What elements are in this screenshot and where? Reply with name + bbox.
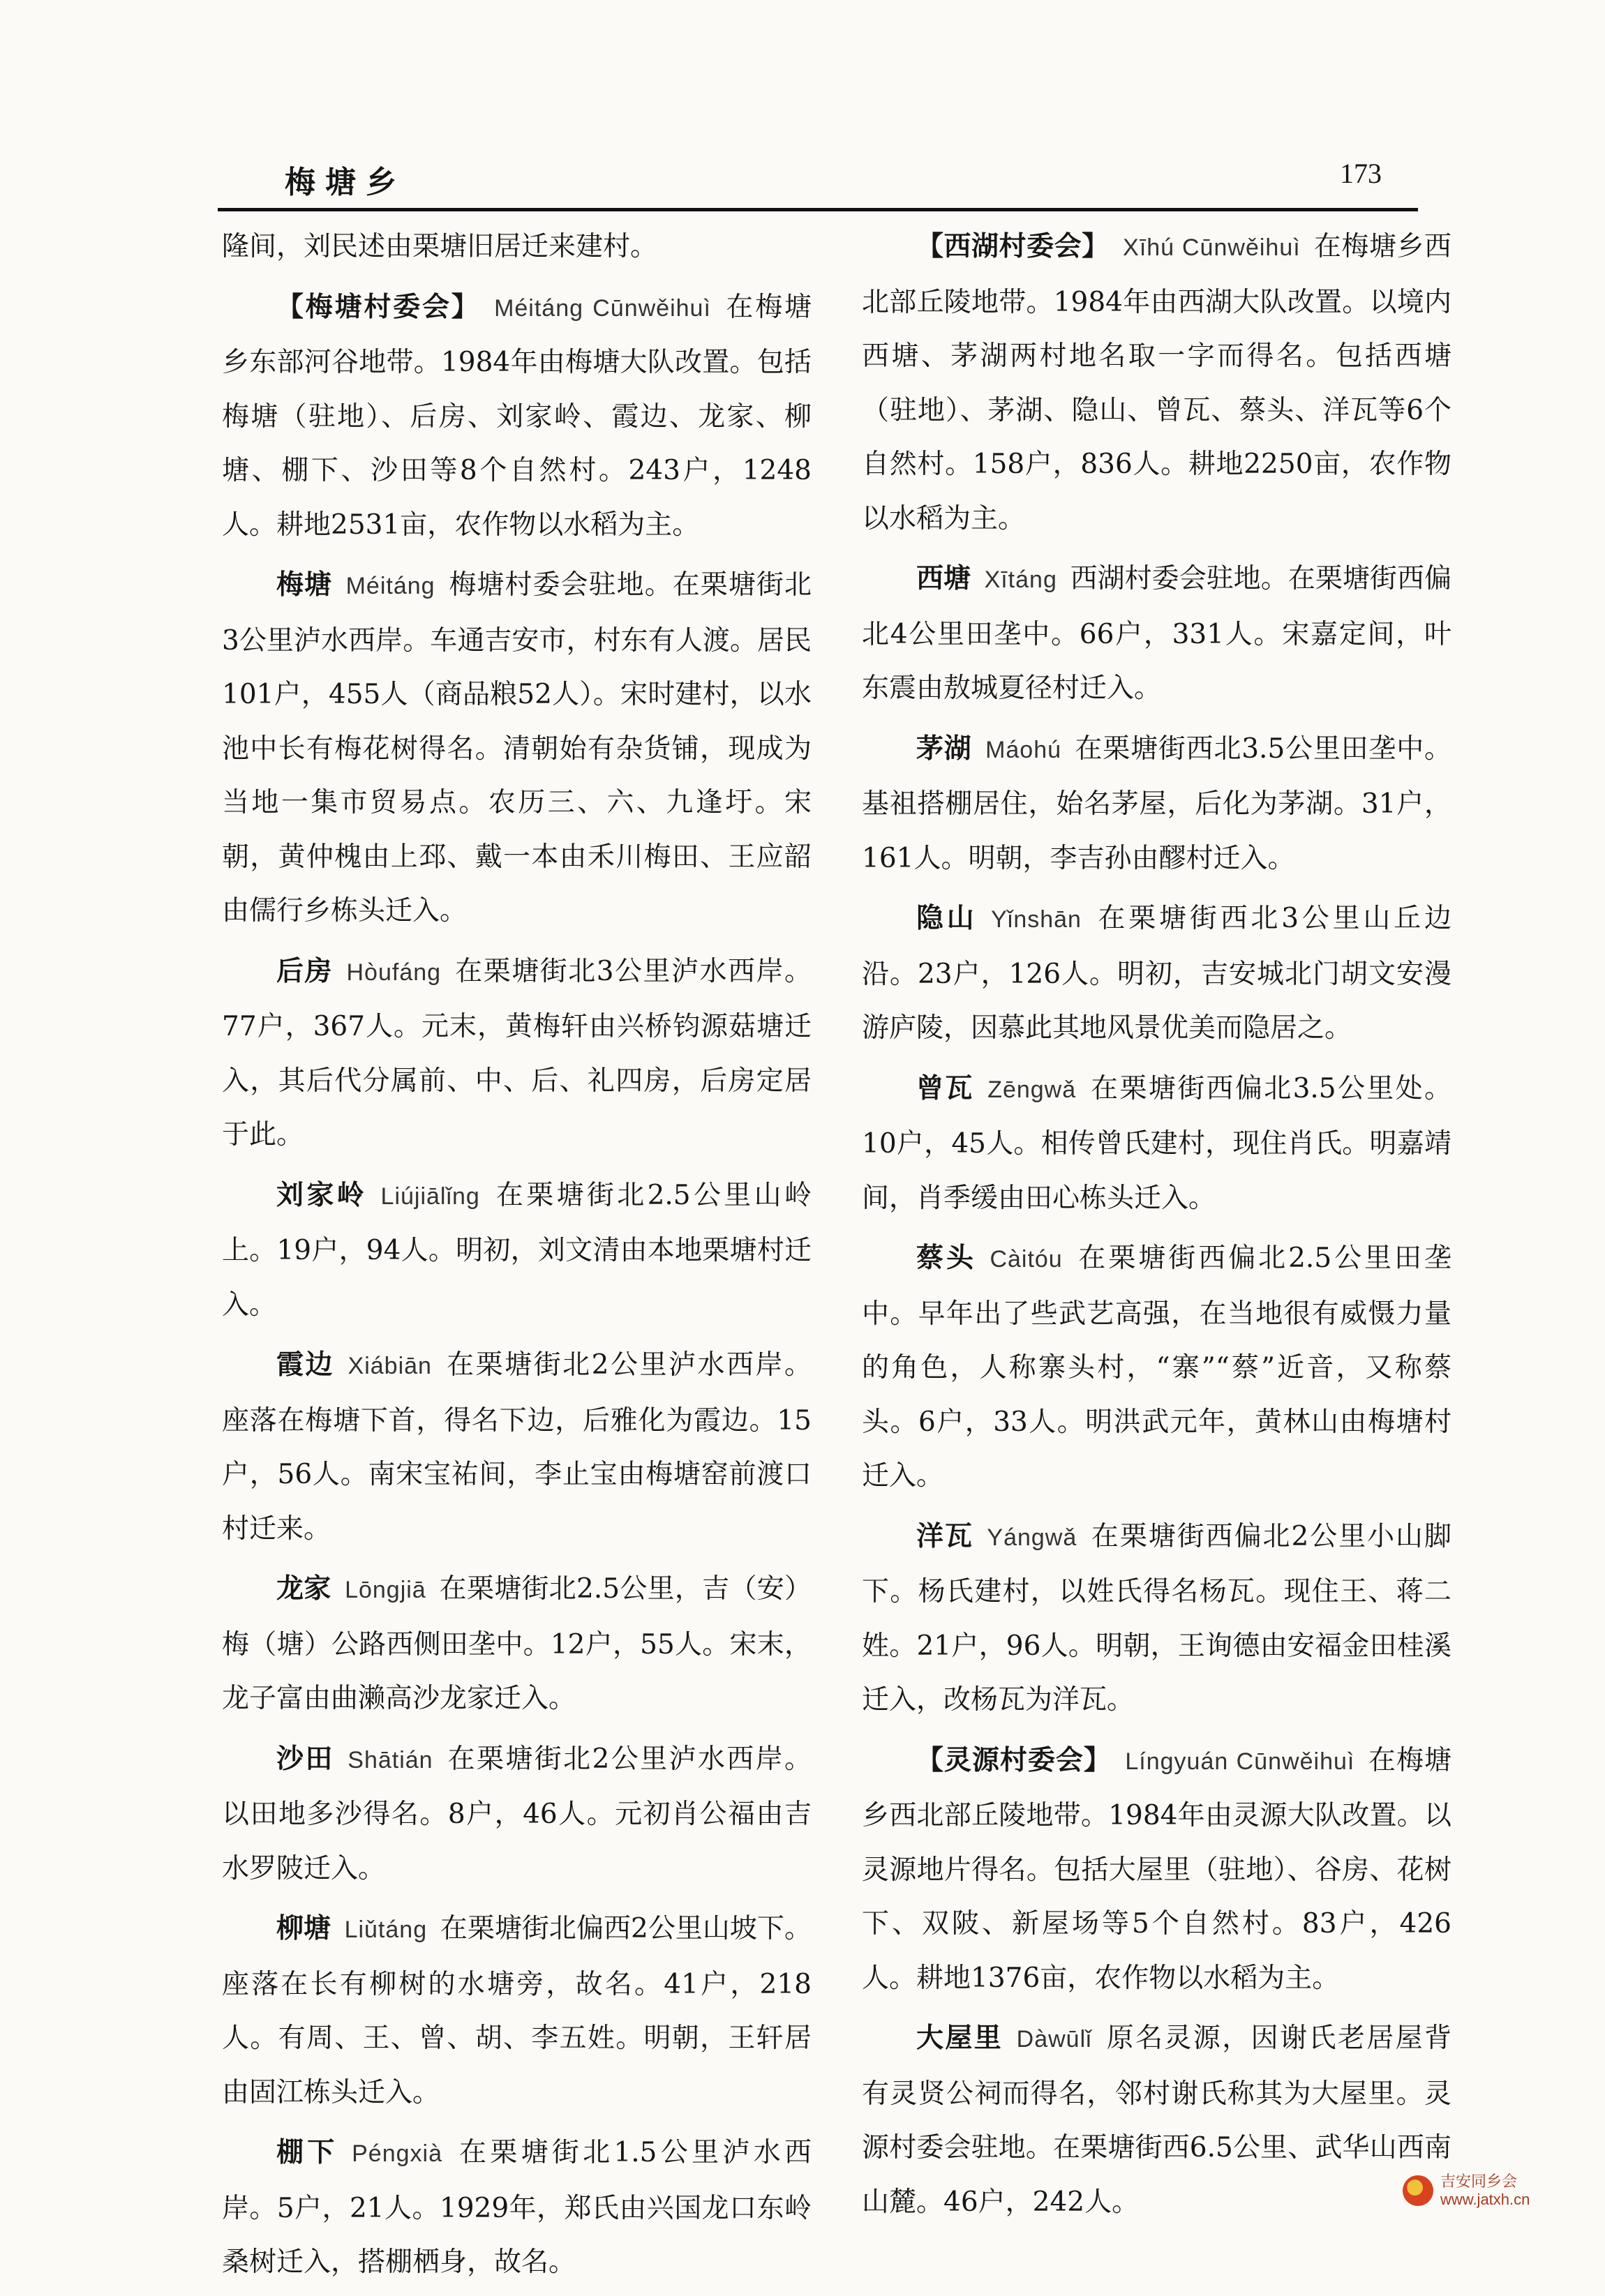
page-number: 173	[1340, 158, 1382, 189]
place-name: 龙家	[276, 1573, 331, 1605]
entry-text: 在栗塘街北偏西2公里山坡下。座落在长有柳树的水塘旁，故名。41户，218人。有周、王、曾、胡、李五姓。明朝，王轩居由固江栋头迁入。	[222, 1913, 812, 2108]
pinyin: Xīhú Cūnwěihuì	[1123, 234, 1301, 261]
place-name: 霞边	[276, 1349, 335, 1381]
place-entry	[862, 1231, 1451, 1503]
page-header	[218, 157, 1410, 206]
entry-text: 在栗塘街北3公里泸水西岸。77户，367人。元末，黄梅轩由兴桥钧源菇塘迁入，其后代分属前、中、后、礼四房，后房定居于此。	[222, 955, 812, 1150]
place-entry	[222, 1169, 812, 1333]
watermark-line1: 吉安同乡会	[1440, 2173, 1518, 2190]
entry-text: 在梅塘乡西北部丘陵地带。1984年由灵源大队改置。以灵源地片得名。包括大屋里（驻地）、谷房、花树下、双陂、新屋场等5个自然村。83户，426人。耕地1376亩，农作物以水稻为主。	[862, 1744, 1451, 1994]
pinyin: Càitóu	[990, 1246, 1063, 1273]
entry-text: 在栗塘街西偏北3.5公里处。10户，45人。相传曾氏建村，现住肖氏。明嘉靖间，肖季缓由田心栋头迁入。	[862, 1072, 1451, 1214]
pinyin: Liújiālǐng	[380, 1183, 480, 1210]
entry-text: 在栗塘街西偏北2公里小山脚下。杨氏建村，以姓氏得名杨瓦。现住王、蒋二姓。21户，96人。明朝，王询德由安福金田桂溪迁入，改杨瓦为洋瓦。	[862, 1520, 1451, 1716]
entry-text: 在栗塘街北2.5公里，吉（安）梅（塘）公路西侧田垄中。12户，55人。宋末，龙子富由曲濑高沙龙家迁入。	[222, 1573, 812, 1714]
place-name: 大屋里	[916, 2022, 1003, 2054]
place-name: 后房	[276, 954, 333, 987]
place-name: 梅塘	[276, 569, 333, 601]
entry-text: 在栗塘街西北3.5公里田垄中。基祖搭棚居住，始名茅屋，后化为茅湖。31户，161人。明朝，李吉孙由醪村迁入。	[862, 733, 1451, 874]
site-watermark	[1403, 2166, 1591, 2215]
entry-text: 在栗塘街北2公里泸水西岸。座落在梅塘下首，得名下边，后雅化为霞边。15户，56人。南宋宝祐间，李止宝由梅塘窑前渡口村迁来。	[222, 1349, 812, 1545]
left-column	[222, 220, 812, 2296]
place-name: 曾瓦	[916, 1072, 974, 1104]
place-name: 棚下	[276, 2136, 338, 2168]
entry-text: 原名灵源，因谢氏老居屋背有灵贤公祠而得名，邻村谢氏称其为大屋里。灵源村委会驻地。在栗塘街西6.5公里、武华山西南山麓。46户，242人。	[862, 2023, 1451, 2218]
place-name: 刘家岭	[276, 1178, 368, 1211]
place-entry	[222, 558, 812, 938]
place-entry	[222, 1338, 812, 1556]
entry-text: 在栗塘街西偏北2.5公里田垄中。早年出了些武艺高强，在当地很有威慑力量的角色，人称寨头村，“寨”“蔡”近音，又称蔡头。6户，33人。明洪武元年，黄林山由梅塘村迁入。	[862, 1243, 1451, 1492]
place-entry	[222, 945, 812, 1162]
place-entry	[862, 552, 1451, 716]
place-entry	[862, 1510, 1451, 1727]
entry-text: 西湖村委会驻地。在栗塘街西偏北4公里田垄中。66户，331人。宋嘉定间，叶东震由敖城夏径村迁入。	[862, 563, 1451, 704]
pinyin: Zēngwǎ	[987, 1076, 1077, 1103]
place-entry	[222, 1902, 812, 2119]
place-entry	[862, 1062, 1451, 1226]
entry-text: 在梅塘乡东部河谷地带。1984年由梅塘大队改置。包括梅塘（驻地）、后房、刘家岭、霞边、龙家、柳塘、棚下、沙田等8个自然村。243户，1248人。耕地2531亩，农作物以水稻为主。	[222, 291, 812, 541]
pinyin: Méitáng Cūnwěihuì	[494, 294, 711, 322]
watermark-logo-icon	[1403, 2175, 1433, 2206]
place-entry	[862, 892, 1451, 1056]
right-column	[862, 220, 1451, 2235]
pinyin: Liǔtáng	[344, 1916, 428, 1943]
section-entry	[862, 1734, 1451, 2006]
watermark-line2: www.jatxh.cn	[1440, 2191, 1530, 2208]
entry-text: 在栗塘街北2公里泸水西岸。以田地多沙得名。8户，46人。元初肖公福由吉水罗陂迁入。	[222, 1743, 812, 1884]
pinyin: Dàwūlǐ	[1016, 2026, 1092, 2053]
place-name: 蔡头	[916, 1242, 976, 1274]
pinyin: Hòufáng	[346, 959, 442, 986]
place-name: 西塘	[916, 562, 971, 594]
place-entry	[222, 2126, 812, 2290]
pinyin: Péngxià	[352, 2140, 442, 2167]
place-name: 柳塘	[276, 1912, 331, 1944]
pinyin: Xiábiān	[348, 1353, 432, 1379]
entry-text: 在栗塘街西北3公里山丘边沿。23户，126人。明初，吉安城北门胡文安漫游庐陵，因慕此其地风景优美而隐居之。	[862, 903, 1451, 1044]
pinyin: Xītáng	[984, 567, 1057, 593]
entry-text: 隆间，刘民述由栗塘旧居迁来建村。	[222, 231, 658, 262]
place-name: 茅湖	[916, 732, 972, 765]
place-entry	[862, 722, 1451, 886]
place-name: 隐山	[916, 902, 978, 934]
pinyin: Méitáng	[345, 573, 435, 599]
section-entry	[862, 220, 1451, 546]
pinyin: Shātián	[348, 1746, 433, 1773]
header-rule	[218, 208, 1418, 211]
continued-text	[222, 220, 812, 274]
section-heading: 【西湖村委会】	[916, 230, 1110, 262]
section-heading: 【梅塘村委会】	[276, 290, 481, 323]
pinyin: Yǐnshān	[991, 906, 1082, 933]
pinyin: Lōngjiā	[345, 1577, 426, 1603]
place-entry	[222, 1562, 812, 1726]
section-entry	[222, 280, 812, 553]
section-heading: 【灵源村委会】	[916, 1743, 1112, 1776]
pinyin: Yángwǎ	[987, 1524, 1077, 1551]
place-name: 沙田	[276, 1742, 334, 1775]
place-entry	[222, 1732, 812, 1896]
pinyin: Máohú	[985, 736, 1062, 763]
entry-text: 在栗塘街北2.5公里山岭上。19户，94人。明初，刘文清由本地栗塘村迁入。	[222, 1179, 812, 1321]
running-head: 梅塘乡	[285, 165, 406, 200]
entry-text: 在梅塘乡西北部丘陵地带。1984年由西湖大队改置。以境内西塘、茅湖两村地名取一字而得名。包括西塘（驻地）、茅湖、隐山、曾瓦、蔡头、洋瓦等6个自然村。158户，836人。耕地2250亩，农作物以水稻为主。	[862, 231, 1451, 534]
place-name: 洋瓦	[916, 1520, 973, 1552]
entry-text: 在栗塘街北1.5公里泸水西岸。5户，21人。1929年，郑氏由兴国龙口东岭桑树迁入，搭棚栖身，故名。	[222, 2137, 812, 2278]
pinyin: Língyuán Cūnwěihuì	[1125, 1748, 1355, 1775]
place-entry	[862, 2011, 1451, 2229]
entry-text: 梅塘村委会驻地。在栗塘街北3公里泸水西岸。车通吉安市，村东有人渡。居民101户，455人（商品粮52人）。宋时建村，以水池中长有梅花树得名。清朝始有杂货铺，现成为当地一集市贸易点。农历三、六、九逢圩。宋朝，黄仲槐由上邳、戴一本由禾川梅田、王应韶由儒行乡栋头迁入。	[222, 569, 812, 926]
